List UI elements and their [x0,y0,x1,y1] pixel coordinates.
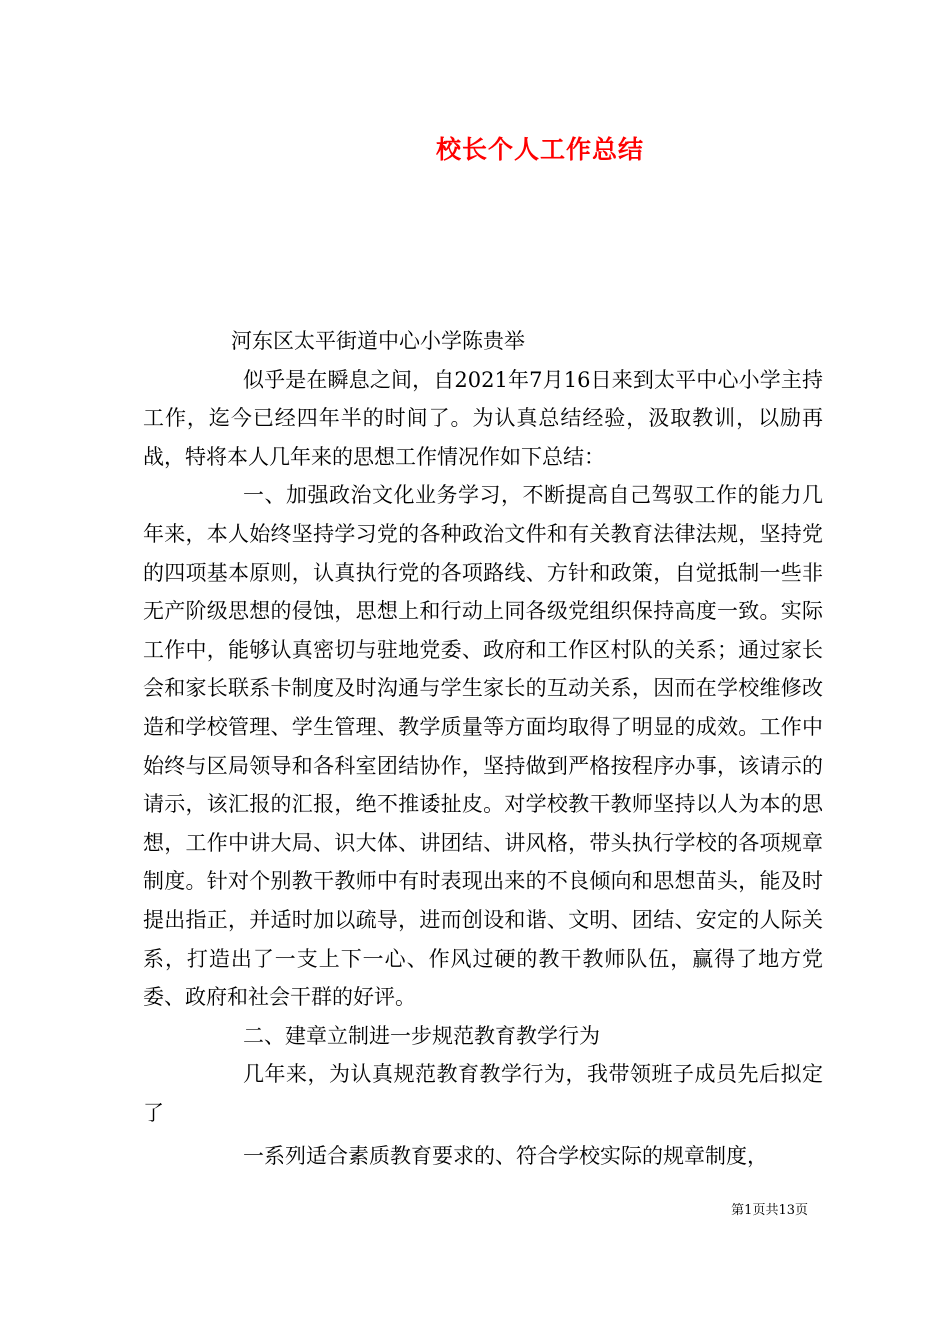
paragraph-section-two-continued: 一系列适合素质教育要求的、符合学校实际的规章制度， [243,1144,768,1169]
paragraph-section-one: 一、加强政治文化业务学习，不断提高自己驾驭工作的能力几年来，本人始终坚持学习党的各种政治文件和有关教育法律法规，坚持党的四项基本原则，认真执行党的各项路线、方针和政策，自觉抵制一些非无产阶级思想的侵蚀，思想上和行动上同各级党组织保持高度一致。实际工作中，能够认真密切与驻地党委、政府和工作区村队的关系；通过家长会和家长联系卡制度及时沟通与学生家长的互动关系，因而在学校维修改造和学校管理、学生管理、教学质量等方面均取得了明显的成效。工作中始终与区局领导和各科室团结协作，坚持做到严格按程序办事，该请示的请示，该汇报的汇报，绝不推诿扯皮。对学校教干教师坚持以人为本的思想，工作中讲大局、识大体、讲团结、讲风格，带头执行学校的各项规章制度。针对个别教干教师中有时表现出来的不良倾向和思想苗头，能及时提出指正，并适时加以疏导，进而创设和谐、文明、团结、安定的人际关系，打造出了一支上下一心、作风过硬的教干教师队伍，赢得了地方党委、政府和社会干群的好评。 [143,483,823,1010]
paragraph-intro: 似乎是在瞬息之间，自2021年7月16日来到太平中心小学主持工作，迄今已经四年半的时间了。为认真总结经验，汲取教训，以励再战，特将本人几年来的思想工作情况作如下总结： [143,367,823,469]
document-title: 校长个人工作总结 [435,135,644,164]
document-body [143,322,823,1176]
page-number-footer: 第1页共13页 [731,1203,808,1218]
paragraph-section-two-intro: 几年来，为认真规范教育教学行为，我带领班子成员先后拟定了 [143,1062,823,1125]
author-line: 河东区太平街道中心小学陈贵举 [231,329,525,353]
heading-section-two: 二、建章立制进一步规范教育教学行为 [243,1023,600,1048]
